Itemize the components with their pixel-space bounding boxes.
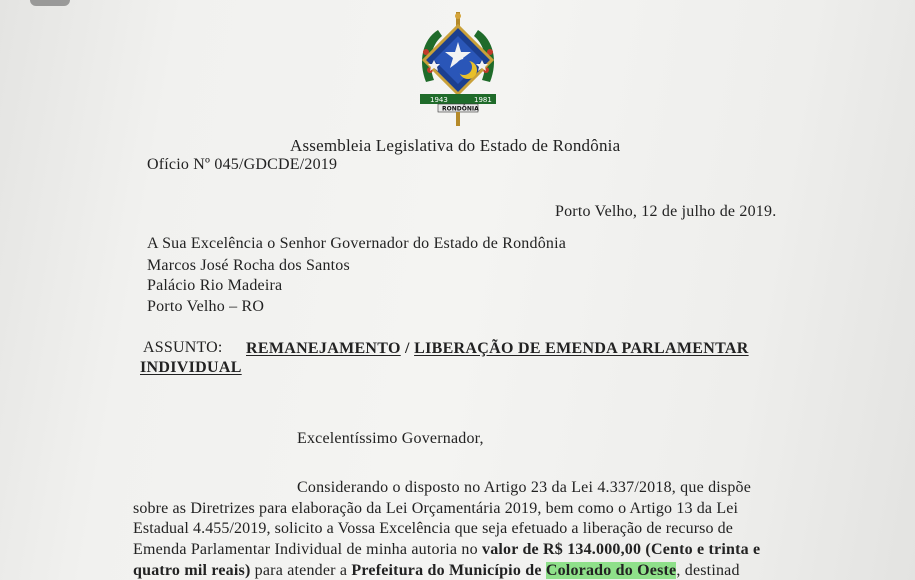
greeting: Excelentíssimo Governador, bbox=[297, 430, 484, 447]
crest-year-left: 1943 bbox=[430, 96, 448, 104]
address-line-1: A Sua Excelência o Senhor Governador do Estado de Rondônia bbox=[147, 235, 567, 252]
crest-banner: RONDÔNIA bbox=[442, 105, 479, 113]
address-line-2: Marcos José Rocha dos Santos bbox=[147, 257, 350, 274]
body-line-5-text: para atender a bbox=[250, 562, 352, 579]
municipality-prefix: Prefeitura do Município de bbox=[351, 562, 546, 579]
body-line-2: sobre as Diretrizes para elaboração da Lei Orçamentária 2019, bem como o Artigo 13 da Lei bbox=[133, 500, 739, 517]
subject-label: ASSUNTO: bbox=[143, 339, 223, 356]
rondonia-coat-of-arms-icon bbox=[416, 12, 500, 126]
subject-line-2 bbox=[140, 359, 242, 377]
subject-part-1: REMANEJAMENTO bbox=[246, 340, 401, 357]
address-line-4: Porto Velho – RO bbox=[147, 298, 265, 315]
body-line-1: Considerando o disposto no Artigo 23 da Lei 4.337/2018, que dispõe bbox=[297, 479, 752, 496]
page-smudge bbox=[30, 0, 70, 6]
letter-date: Porto Velho, 12 de julho de 2019. bbox=[555, 203, 777, 220]
body-line-3: Estadual 4.455/2019, solicito a Vossa Excelência que seja efetuado a liberação de recurso de bbox=[133, 520, 733, 537]
address-line-3: Palácio Rio Madeira bbox=[147, 277, 283, 294]
institution-heading: Assembleia Legislativa do Estado de Rondônia bbox=[290, 136, 621, 155]
body-line-4 bbox=[133, 541, 760, 559]
subject-part-3: INDIVIDUAL bbox=[140, 359, 242, 376]
body-line-5-end: , destinad bbox=[676, 562, 740, 579]
subject-line-1 bbox=[246, 340, 749, 358]
crest-year-right: 1981 bbox=[474, 96, 492, 104]
body-line-4-text: Emenda Parlamentar Individual de minha autoria no bbox=[133, 541, 482, 558]
amount-value: valor de R$ 134.000,00 (Cento e trinta e bbox=[482, 541, 761, 558]
body-line-5 bbox=[133, 562, 740, 580]
oficio-number: Ofício Nº 045/GDCDE/2019 bbox=[147, 156, 338, 173]
subject-part-2: LIBERAÇÃO DE EMENDA PARLAMENTAR bbox=[414, 340, 749, 357]
amount-words: quatro mil reais) bbox=[133, 562, 251, 579]
municipality-name: Colorado do Oeste bbox=[545, 562, 677, 579]
subject-separator: / bbox=[400, 340, 415, 357]
